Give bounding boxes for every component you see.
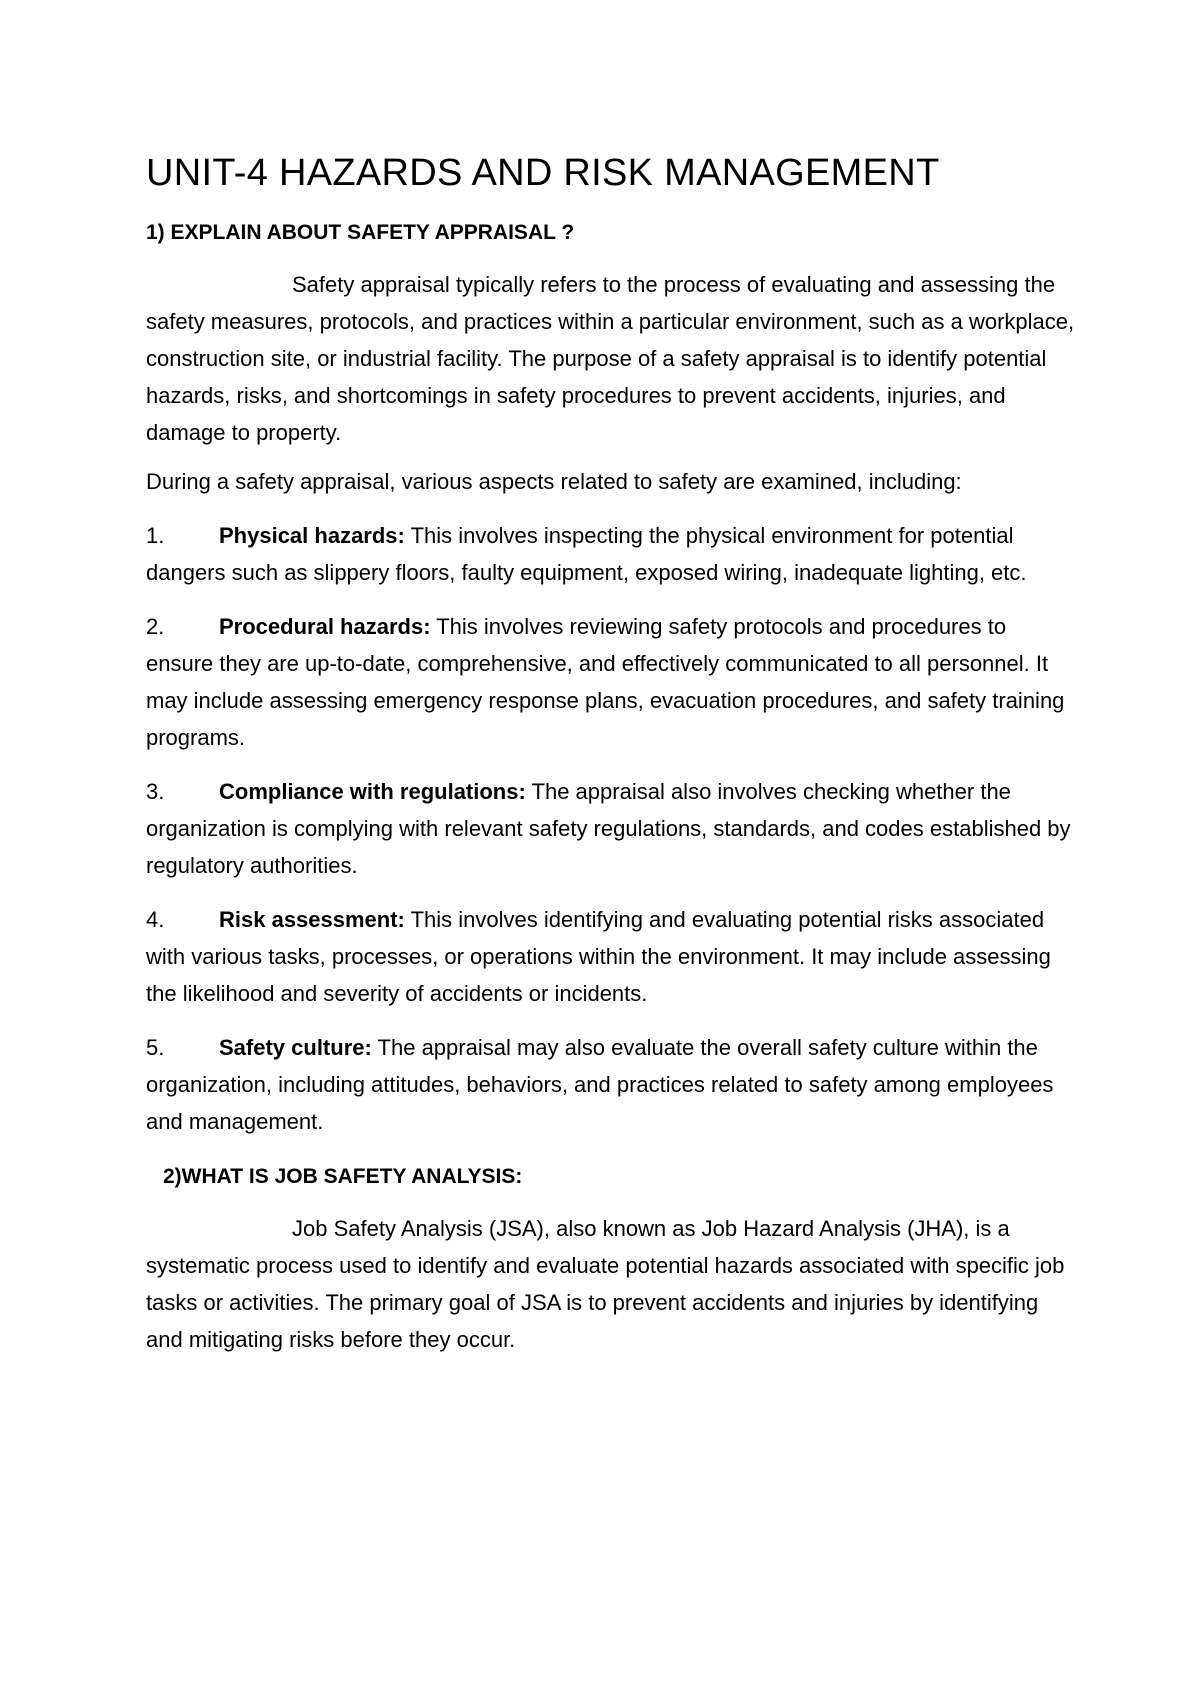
list-item-number: 3. — [146, 779, 165, 804]
document-body — [146, 150, 1076, 1358]
list-item-heading: Physical hazards: — [219, 523, 405, 548]
list-item — [146, 608, 1076, 756]
list-item — [146, 773, 1076, 884]
list-item-text: The appraisal also involves checking whether the organization is complying with relevant safety regulations, standards, and codes established by regulatory authorities. — [146, 779, 1071, 878]
list-item — [146, 1029, 1076, 1140]
list-item-heading: Compliance with regulations: — [219, 779, 526, 804]
intro-paragraph: Safety appraisal typically refers to the process of evaluating and assessing the safety measures, protocols, and practices within a particular environment, such as a workplace, construction site, or industrial facility. The purpose of a safety appraisal is to identify potential hazards, risks, and shortcomings in safety procedures to prevent accidents, injuries, and damage to property. — [146, 272, 1075, 445]
list-item-text: This involves reviewing safety protocols and procedures to ensure they are up-to-date, comprehensive, and effectively communicated to all personnel. It may include assessing emergency response plans, evacuation procedures, and safety training programs. — [146, 614, 1065, 750]
list-item-number: 1. — [146, 523, 165, 548]
list-item-number: 5. — [146, 1035, 165, 1060]
during-paragraph: During a safety appraisal, various aspects related to safety are examined, including: — [146, 469, 962, 494]
list-item-heading: Risk assessment: — [219, 907, 405, 932]
question-1-heading: 1) EXPLAIN ABOUT SAFETY APPRAISAL ? — [146, 221, 575, 244]
list-item-heading: Safety culture: — [219, 1035, 372, 1060]
list-item — [146, 517, 1076, 591]
list-item-text: This involves inspecting the physical environment for potential dangers such as slippery floors, faulty equipment, exposed wiring, inadequate lighting, etc. — [146, 523, 1027, 585]
document-title: UNIT-4 HAZARDS AND RISK MANAGEMENT — [146, 152, 940, 194]
list-item-number: 2. — [146, 614, 165, 639]
jsa-paragraph: Job Safety Analysis (JSA), also known as Job Hazard Analysis (JHA), is a systematic process used to identify and evaluate potential hazards associated with specific job tasks or activities. The primary goal of JSA is to prevent accidents and injuries by identifying and mitigating risks before they occur. — [146, 1216, 1065, 1352]
list-item-heading: Procedural hazards: — [219, 614, 431, 639]
list-item-number: 4. — [146, 907, 165, 932]
list-item — [146, 901, 1076, 1012]
list-item-text: This involves identifying and evaluating potential risks associated with various tasks, processes, or operations within the environment. It may include assessing the likelihood and severity of accidents or incidents. — [146, 907, 1051, 1006]
question-2-heading: 2)WHAT IS JOB SAFETY ANALYSIS: — [163, 1165, 523, 1188]
list-item-text: The appraisal may also evaluate the overall safety culture within the organization, including attitudes, behaviors, and practices related to safety among employees and management. — [146, 1035, 1054, 1134]
